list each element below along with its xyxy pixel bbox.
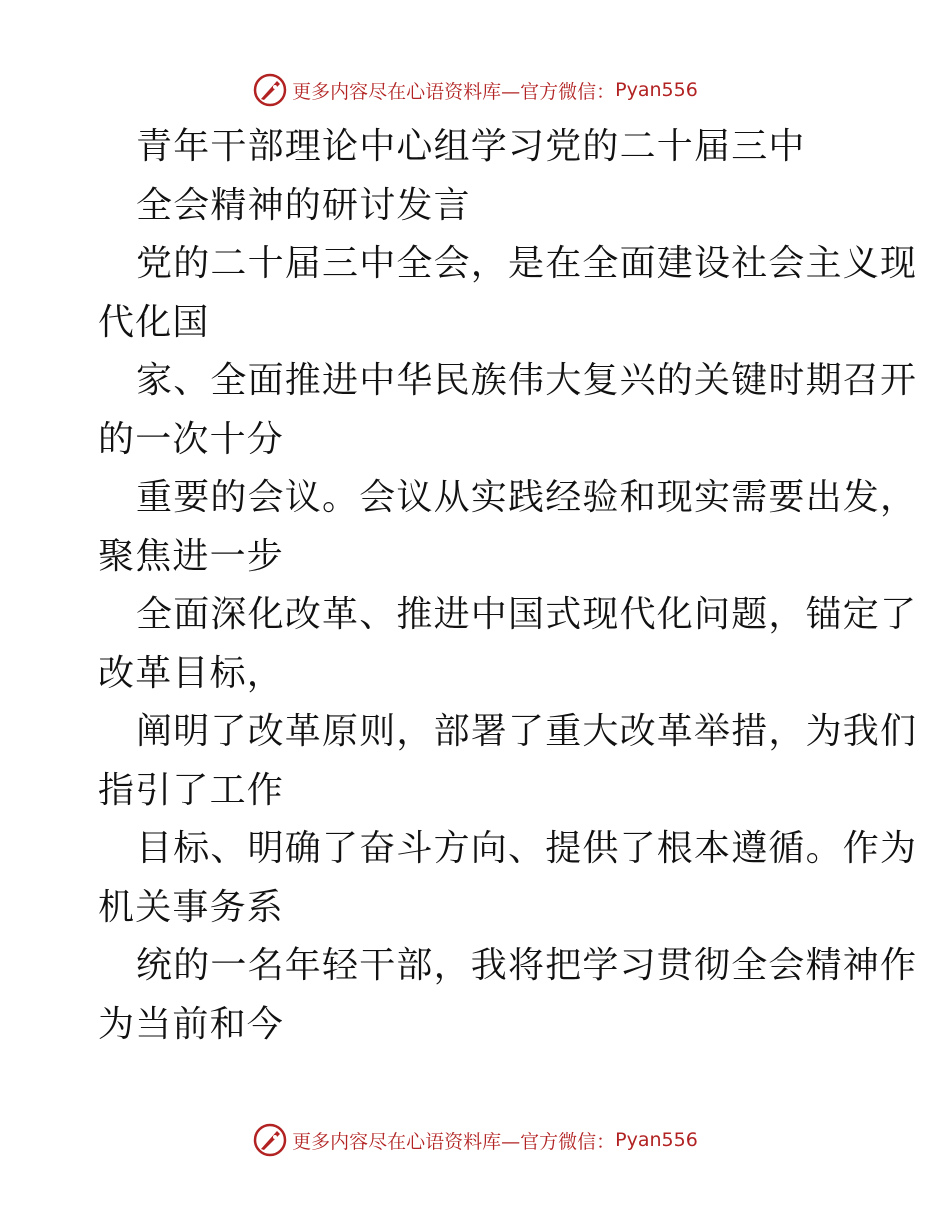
header-watermark-text: 更多内容尽在心语资料库—官方微信： [292, 80, 616, 103]
text-line: 党的二十届三中全会，是在全面建设社会主义现 [136, 243, 918, 284]
text-line: 统的一名年轻干部，我将把学习贯彻全会精神作 [136, 945, 918, 986]
text-line: 代化国 [98, 301, 210, 343]
footer-watermark [0, 1120, 950, 1160]
text-line: 全会精神的研讨发言 [136, 184, 471, 226]
quill-pen-icon [252, 1122, 288, 1158]
text-line: 为当前和今 [98, 1003, 285, 1045]
text-line: 聚焦进一步 [98, 535, 285, 577]
text-line: 的一次十分 [98, 418, 285, 460]
header-watermark-id: Pyan556 [615, 79, 698, 101]
text-line: 改革目标， [98, 652, 285, 694]
text-line: 重要的会议。会议从实践经验和现实需要出发， [136, 477, 918, 518]
text-line: 阐明了改革原则，部署了重大改革举措，为我们 [136, 711, 918, 752]
footer-watermark-id: Pyan556 [615, 1129, 698, 1151]
document-body [98, 118, 918, 1054]
header-watermark [0, 70, 950, 110]
quill-pen-icon [252, 72, 288, 108]
text-line: 指引了工作 [98, 769, 285, 811]
text-line: 青年干部理论中心组学习党的二十届三中 [136, 126, 806, 167]
text-line: 机关事务系 [98, 886, 285, 928]
text-line: 全面深化改革、推进中国式现代化问题，锚定了 [136, 594, 918, 635]
text-line: 家、全面推进中华民族伟大复兴的关键时期召开 [136, 360, 918, 401]
footer-watermark-text: 更多内容尽在心语资料库—官方微信： [292, 1130, 616, 1153]
text-line: 目标、明确了奋斗方向、提供了根本遵循。作为 [136, 828, 918, 869]
